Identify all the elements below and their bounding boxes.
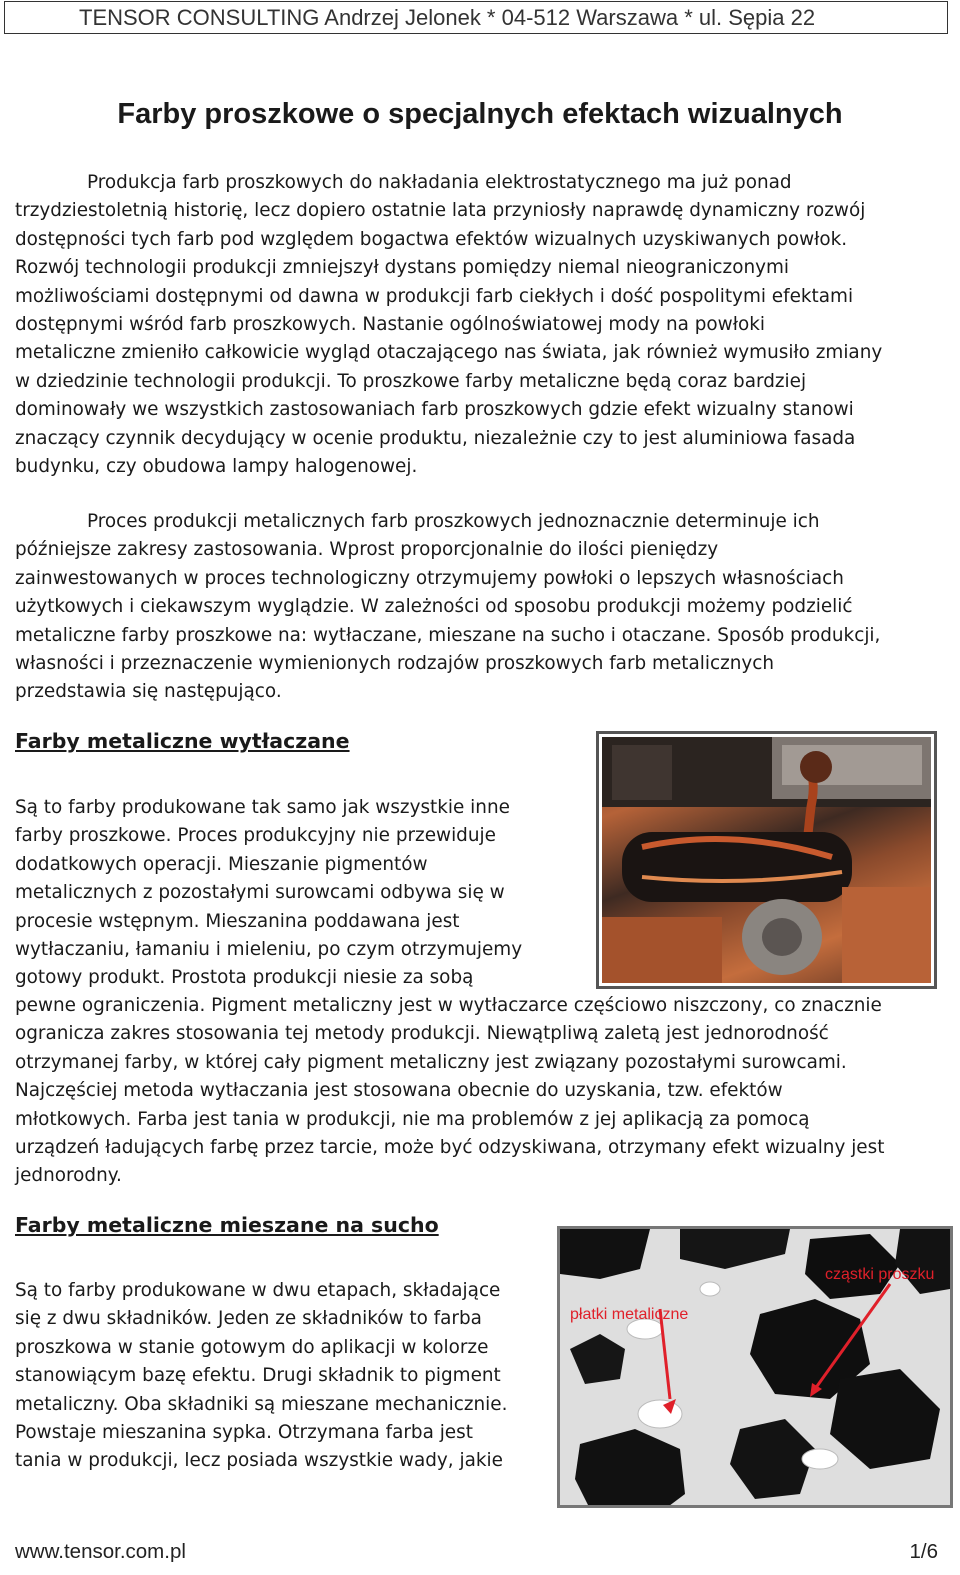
page-number: 1/6: [909, 1540, 938, 1563]
text-line: urządzeń ładujących farbę przez tarcie, może być odzyskiwana, otrzymany efekt wizualny jest: [15, 1137, 885, 1159]
text-line: budynku, czy obudowa lampy halogenowej.: [15, 456, 418, 478]
text-line: trzydziestoletnią historię, lecz dopiero ostatnie lata przyniosły naprawdę dynamiczny rozwój: [15, 200, 866, 222]
text-line: zainwestowanych w proces technologiczny otrzymujemy powłoki o lepszych własnościach: [15, 567, 844, 589]
text-line: Są to farby produkowane tak samo jak wszystkie inne: [15, 797, 510, 818]
label-flakes: płatki metaliczne: [570, 1306, 689, 1323]
text-line: Powstaje mieszanina sypka. Otrzymana farba jest: [15, 1422, 473, 1444]
text-line: w dziedzinie technologii produkcji. To proszkowe farby metaliczne będą coraz bardziej: [15, 370, 807, 392]
text-line: ogranicza zakres stosowania tej metody produkcji. Niewątpliwą zaletą jest jednorodność: [15, 1023, 829, 1045]
text-line: dodatkowych operacji. Mieszanie pigmentów: [15, 853, 428, 875]
footer-url[interactable]: www.tensor.com.pl: [15, 1540, 186, 1563]
extruder-photo-image: [602, 737, 931, 983]
text-line: użytkowych i ciekawszym wyglądzie. W zależności od sposobu produkcji możemy podzielić: [15, 596, 853, 618]
text-line: metaliczny. Oba składniki są mieszane mechanicznie.: [15, 1393, 508, 1415]
text-line: młotkowych. Farba jest tania w produkcji, nie ma problemów z jej aplikacją za pomocą: [15, 1108, 810, 1130]
section2-column-text: [15, 1277, 550, 1476]
text-line: Produkcja farb proszkowych do nakładania elektrostatycznego ma już ponad: [87, 172, 792, 193]
page-title: Farby proszkowe o specjalnych efektach wizualnych: [117, 98, 843, 130]
micrograph-photo: [557, 1226, 953, 1508]
header-text: TENSOR CONSULTING Andrzej Jelonek * 04-512 Warszawa * ul. Sępia 22: [79, 5, 816, 30]
text-line: jednorodny.: [15, 1165, 122, 1187]
text-line: wytłaczaniu, łamaniu i mieleniu, po czym otrzymujemy: [15, 939, 523, 961]
section-heading-extruded: Farby metaliczne wytłaczane: [15, 729, 350, 753]
text-line: metaliczne farby proszkowe na: wytłaczane, mieszane na sucho i otaczane. Sposób produkcji,: [15, 624, 881, 646]
micrograph-illustration: [560, 1229, 950, 1505]
text-line: proszkowa w stanie gotowym do aplikacji w kolorze: [15, 1336, 489, 1358]
label-particles: cząstki proszku: [825, 1266, 935, 1283]
text-line: późniejsze zakresy zastosowania. Wprost proporcjonalnie do ilości pieniędzy: [15, 539, 719, 561]
extruder-photo: [596, 731, 937, 989]
text-line: metaliczne zmieniło całkowicie wygląd otaczającego nas świata, jak również wymusiło zmiany: [15, 342, 883, 364]
section1-paragraph-continued: [15, 992, 940, 1191]
extruder-illustration: [602, 737, 931, 983]
text-line: możliwościami dostępnymi od dawna w produkcji farb ciekłych i dość pospolitymi efektami: [15, 285, 854, 307]
intro-paragraph-1: [15, 169, 940, 481]
text-line: tania w produkcji, lecz posiada wszystkie wady, jakie: [15, 1450, 503, 1472]
section-heading-dry-blended: Farby metaliczne mieszane na sucho: [15, 1213, 439, 1237]
text-line: dominowały we wszystkich zastosowaniach farb proszkowych gdzie efekt wizualny stanowi: [15, 399, 854, 421]
text-line: dostępnymi wśród farb proszkowych. Nastanie ogólnoświatowej mody na powłoki: [15, 314, 765, 336]
text-line: farby proszkowe. Proces produkcyjny nie przewiduje: [15, 825, 496, 847]
text-line: Najczęściej metoda wytłaczania jest stosowana obecnie do uzyskania, tzw. efektów: [15, 1080, 783, 1102]
text-line: Proces produkcji metalicznych farb proszkowych jednoznacznie determinuje ich: [87, 511, 820, 532]
text-line: Rozwój technologii produkcji zmniejszył dystans pomiędzy niemal nieograniczonymi: [15, 257, 790, 279]
text-line: własności i przeznaczenie wymienionych rodzajów proszkowych farb metalicznych: [15, 653, 775, 675]
text-line: gotowy produkt. Prostota produkcji niesie za sobą: [15, 967, 474, 989]
text-line: pewne ograniczenia. Pigment metaliczny jest w wytłaczarce częściowo niszczony, co znacznie: [15, 995, 882, 1016]
intro-paragraph-2: [15, 508, 940, 707]
text-line: procesie wstępnym. Mieszanina poddawana jest: [15, 910, 460, 932]
page-header: [4, 1, 948, 34]
text-line: metalicznych z pozostałymi surowcami odbywa się w: [15, 882, 505, 904]
text-line: otrzymanej farby, w której cały pigment metaliczny jest związany pozostałymi surowcami.: [15, 1051, 847, 1073]
text-line: dostępności tych farb pod względem bogactwa efektów wizualnych uzyskiwanych powłok.: [15, 228, 848, 250]
section1-column-text: [15, 794, 585, 993]
text-line: Są to farby produkowane w dwu etapach, składające: [15, 1280, 501, 1301]
text-line: znaczący czynnik decydujący w ocenie produktu, niezależnie czy to jest aluminiowa fasada: [15, 427, 856, 449]
text-line: stanowiącym bazę efektu. Drugi składnik to pigment: [15, 1365, 501, 1387]
text-line: przedstawia się następująco.: [15, 681, 282, 703]
text-line: się z dwu składników. Jeden ze składników to farba: [15, 1308, 482, 1330]
